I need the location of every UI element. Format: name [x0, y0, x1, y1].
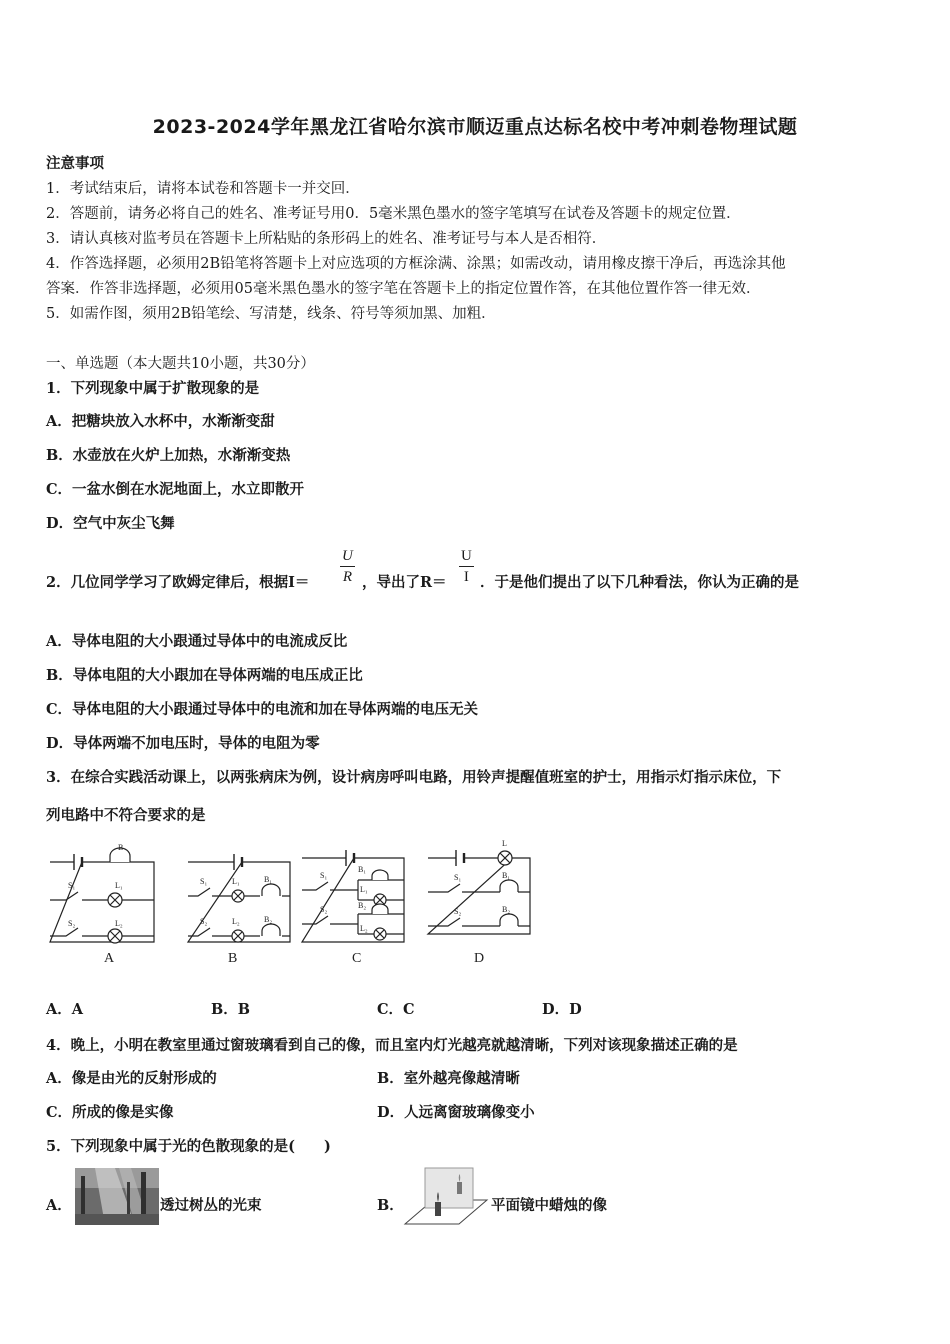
label-b2: B₂ — [358, 901, 367, 910]
label-s1: S₁ — [200, 877, 208, 886]
q2-stem-part1: 2．几位同学学习了欧姆定律后，根据I＝ — [46, 574, 310, 591]
mirror-candle-image — [403, 1166, 489, 1226]
q4-option-c: C．所成的像是实像 — [46, 1104, 174, 1121]
section-heading: 一、单选题（本大题共10小题，共30分） — [46, 356, 315, 372]
q4-option-a: A．像是由光的反射形成的 — [46, 1070, 217, 1087]
q1-stem: 1．下列现象中属于扩散现象的是 — [46, 380, 260, 397]
fraction-denominator: R — [342, 569, 352, 585]
fraction-u-over-r — [340, 546, 355, 587]
q2-stem-part3: ．于是他们提出了以下几种看法，你认为正确的是 — [480, 574, 799, 591]
notice-item: 2．答题前，请务必将自己的姓名、准考证号用0．5毫米黑色墨水的签字笔填写在试卷及答题卡的规定位置． — [46, 206, 741, 222]
q4-option-b: B．室外越亮像越清晰 — [377, 1070, 520, 1087]
circuit-label-d: D — [474, 951, 485, 966]
label-l1: L₁ — [115, 881, 123, 890]
q2-option-a: A．导体电阻的大小跟通过导体中的电流成反比 — [46, 633, 348, 650]
q1-option-d: D．空气中灰尘飞舞 — [46, 515, 175, 532]
label-s2: S₂ — [454, 907, 462, 916]
label-s1: S₁ — [454, 873, 462, 882]
circuit-b — [188, 854, 290, 966]
circuit-d — [428, 839, 530, 966]
label-l2: L₂ — [232, 917, 240, 926]
label-l: L — [502, 839, 507, 848]
q5-option-b-text: 平面镜中蜡烛的像 — [491, 1197, 607, 1214]
fraction-denominator: I — [463, 569, 469, 585]
q1-option-a: A．把糖块放入水杯中，水渐渐变甜 — [46, 413, 275, 430]
q4-option-d: D．人远离窗玻璃像变小 — [377, 1104, 535, 1121]
q1-option-b: B．水壶放在火炉上加热，水渐渐变热 — [46, 447, 291, 464]
label-b: B — [118, 843, 124, 852]
q3-stem-line1: 3．在综合实践活动课上，以两张病床为例，设计病房呼叫电路，用铃声提醒值班室的护士，用指示灯指示床位，下 — [46, 769, 782, 786]
q2-option-d: D．导体两端不加电压时，导体的电阻为零 — [46, 735, 320, 752]
circuit-label-c: C — [352, 951, 362, 966]
notice-item: 1．考试结束后，请将本试卷和答题卡一并交回． — [46, 181, 360, 197]
label-s2: S₂ — [320, 905, 328, 914]
label-b2: B₂ — [264, 915, 273, 924]
fraction-numerator: U — [459, 546, 474, 567]
q2-option-b: B．导体电阻的大小跟加在导体两端的电压成正比 — [46, 667, 363, 684]
q2-stem-part2: ，导出了R＝ — [362, 574, 447, 591]
notice-item: 5．如需作图，须用2B铅笔绘、写清楚，线条、符号等须加黑、加粗． — [46, 306, 496, 322]
q4-stem: 4．晚上，小明在教室里通过窗玻璃看到自己的像，而且室内灯光越亮就越清晰，下列对该现象描述正确的是 — [46, 1037, 738, 1054]
q3-option-c: C．C — [377, 1001, 415, 1018]
q5-stem: 5．下列现象中属于光的色散现象的是( ) — [46, 1138, 331, 1155]
fraction-numerator: U — [340, 546, 355, 567]
circuit-label-a: A — [104, 951, 115, 966]
q3-stem-line2: 列电路中不符合要求的是 — [46, 807, 206, 824]
notice-item: 答案．作答非选择题，必须用05毫米黑色墨水的签字笔在答题卡上的指定位置作答，在其他位置作答一律无效． — [46, 281, 761, 297]
q2-option-c: C．导体电阻的大小跟通过导体中的电流和加在导体两端的电压无关 — [46, 701, 479, 718]
fraction-u-over-i — [459, 546, 474, 587]
q3-option-b: B．B — [211, 1001, 251, 1018]
q5-option-a-letter: A． — [46, 1197, 72, 1214]
label-s2: S₂ — [68, 919, 76, 928]
label-s1: S₁ — [68, 881, 76, 890]
label-b1: B₁ — [358, 865, 367, 874]
notice-heading: 注意事项 — [46, 155, 104, 172]
circuit-diagrams — [40, 836, 560, 972]
exam-title: 2023-2024学年黑龙江省哈尔滨市顺迈重点达标名校中考冲刺卷物理试题 — [152, 116, 798, 138]
q3-option-a: A．A — [46, 1001, 84, 1018]
label-b1: B₁ — [502, 871, 511, 880]
notice-item: 3．请认真核对监考员在答题卡上所粘贴的条形码上的姓名、准考证号与本人是否相符． — [46, 231, 607, 247]
circuit-c — [302, 850, 404, 966]
label-l2: L₂ — [360, 924, 368, 933]
label-l2: L₂ — [115, 919, 123, 928]
label-s2: S₂ — [200, 917, 208, 926]
notice-item: 4．作答选择题，必须用2B铅笔将答题卡上对应选项的方框涂满、涂黑；如需改动，请用橡皮擦干净后，再选涂其他 — [46, 256, 786, 272]
tree-light-beam-photo — [75, 1168, 159, 1225]
label-b2: B₂ — [502, 905, 511, 914]
label-l1: L₁ — [232, 877, 240, 886]
q1-option-c: C．一盆水倒在水泥地面上，水立即散开 — [46, 481, 305, 498]
label-l1: L₁ — [360, 885, 368, 894]
circuit-label-b: B — [228, 951, 238, 966]
circuit-a — [50, 843, 154, 966]
label-b1: B₁ — [264, 875, 273, 884]
q3-option-d: D．D — [542, 1001, 582, 1018]
q5-option-b-letter: B． — [377, 1197, 404, 1214]
q5-option-a-text: 透过树丛的光束 — [160, 1197, 262, 1214]
label-s1: S₁ — [320, 871, 328, 880]
